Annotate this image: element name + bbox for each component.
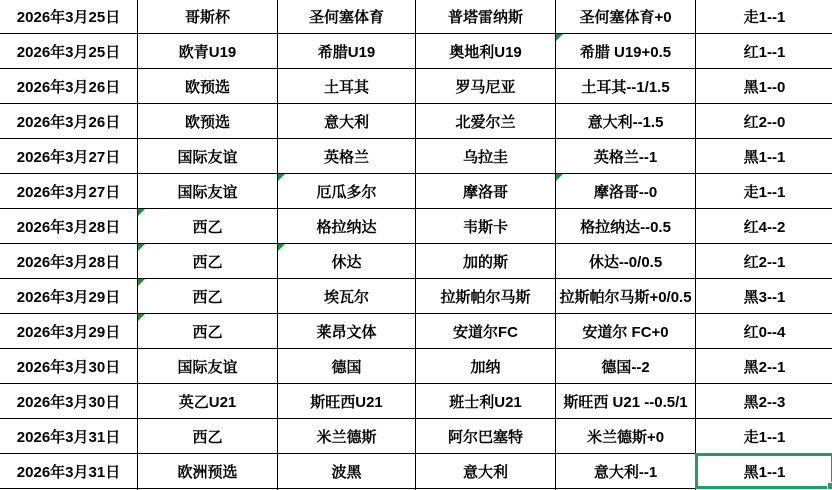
cell-away[interactable]: 罗马尼亚	[416, 69, 556, 104]
cell-handicap[interactable]: 希腊 U19+0.5	[556, 34, 696, 69]
cell-handicap[interactable]: 格拉纳达--0.5	[556, 209, 696, 244]
cell-result[interactable]: 走1--1	[696, 419, 832, 454]
cell-home[interactable]: 土耳其	[278, 69, 416, 104]
cell-home[interactable]: 希腊U19	[278, 34, 416, 69]
cell-home[interactable]: 意大利	[278, 104, 416, 139]
cell-result[interactable]: 红0--4	[696, 314, 832, 349]
cell-date[interactable]: 2026年3月28日	[0, 209, 138, 244]
cell-result[interactable]: 黑2--3	[696, 384, 832, 419]
match-row	[0, 174, 832, 209]
cell-league[interactable]: 国际友谊	[138, 349, 278, 384]
cell-away[interactable]: 韦斯卡	[416, 209, 556, 244]
cell-away[interactable]: 摩洛哥	[416, 174, 556, 209]
match-row	[0, 69, 832, 104]
cell-date[interactable]: 2026年3月28日	[0, 244, 138, 279]
cell-result[interactable]: 黑1--1	[696, 139, 832, 174]
cell-date[interactable]: 2026年3月30日	[0, 349, 138, 384]
cell-home[interactable]: 厄瓜多尔	[278, 174, 416, 209]
cell-result[interactable]: 走1--1	[696, 0, 832, 34]
cell-league[interactable]: 西乙	[138, 419, 278, 454]
cell-league[interactable]: 国际友谊	[138, 174, 278, 209]
cell-home[interactable]: 格拉纳达	[278, 209, 416, 244]
cell-handicap[interactable]: 英格兰--1	[556, 139, 696, 174]
error-indicator-triangle-icon	[138, 314, 145, 321]
cell-handicap[interactable]: 意大利--1.5	[556, 104, 696, 139]
error-indicator-triangle-icon	[278, 244, 285, 251]
cell-date[interactable]: 2026年3月27日	[0, 139, 138, 174]
match-row	[0, 244, 832, 279]
cell-away[interactable]: 加的斯	[416, 244, 556, 279]
cell-result[interactable]: 红1--1	[696, 34, 832, 69]
cell-result[interactable]: 红4--2	[696, 209, 832, 244]
cell-date[interactable]: 2026年3月29日	[0, 314, 138, 349]
cell-away[interactable]: 奥地利U19	[416, 34, 556, 69]
cell-home[interactable]: 斯旺西U21	[278, 384, 416, 419]
cell-away[interactable]: 北爱尔兰	[416, 104, 556, 139]
match-row	[0, 104, 832, 139]
match-row	[0, 139, 832, 174]
cell-result[interactable]: 黑2--1	[696, 349, 832, 384]
cell-away[interactable]: 安道尔FC	[416, 314, 556, 349]
cell-league[interactable]: 欧预选	[138, 104, 278, 139]
selected-cell-border	[695, 453, 832, 489]
cell-away[interactable]: 班士利U21	[416, 384, 556, 419]
cell-handicap[interactable]: 土耳其--1/1.5	[556, 69, 696, 104]
cell-home[interactable]: 休达	[278, 244, 416, 279]
cell-date[interactable]: 2026年3月31日	[0, 454, 138, 489]
error-indicator-triangle-icon	[138, 209, 145, 216]
match-row	[0, 384, 832, 419]
cell-handicap[interactable]: 斯旺西 U21 --0.5/1	[556, 384, 696, 419]
cell-home[interactable]: 英格兰	[278, 139, 416, 174]
cell-league[interactable]: 西乙	[138, 279, 278, 314]
error-indicator-triangle-icon	[278, 174, 285, 181]
cell-date[interactable]: 2026年3月31日	[0, 419, 138, 454]
cell-date[interactable]: 2026年3月27日	[0, 174, 138, 209]
cell-league[interactable]: 欧青U19	[138, 34, 278, 69]
cell-result[interactable]: 红2--1	[696, 244, 832, 279]
match-row	[0, 419, 832, 454]
error-indicator-triangle-icon	[138, 244, 145, 251]
error-indicator-triangle-icon	[556, 34, 563, 41]
cell-league[interactable]: 欧预选	[138, 69, 278, 104]
cell-league[interactable]: 西乙	[138, 244, 278, 279]
match-row	[0, 279, 832, 314]
cell-date[interactable]: 2026年3月30日	[0, 384, 138, 419]
cell-handicap[interactable]: 休达--0/0.5	[556, 244, 696, 279]
cell-away[interactable]: 加纳	[416, 349, 556, 384]
cell-result[interactable]: 黑1--1	[696, 454, 832, 489]
cell-handicap[interactable]: 摩洛哥--0	[556, 174, 696, 209]
cell-league[interactable]: 西乙	[138, 314, 278, 349]
cell-result[interactable]: 红2--0	[696, 104, 832, 139]
cell-home[interactable]: 圣何塞体育	[278, 0, 416, 34]
cell-away[interactable]: 阿尔巴塞特	[416, 419, 556, 454]
cell-handicap[interactable]: 圣何塞体育+0	[556, 0, 696, 34]
cell-date[interactable]: 2026年3月25日	[0, 34, 138, 69]
cell-league[interactable]: 西乙	[138, 209, 278, 244]
cell-result[interactable]: 走1--1	[696, 174, 832, 209]
cell-league[interactable]: 国际友谊	[138, 139, 278, 174]
cell-date[interactable]: 2026年3月26日	[0, 69, 138, 104]
cell-away[interactable]: 拉斯帕尔马斯	[416, 279, 556, 314]
match-row	[0, 314, 832, 349]
cell-away[interactable]: 普塔雷纳斯	[416, 0, 556, 34]
cell-league[interactable]: 哥斯杯	[138, 0, 278, 34]
match-row	[0, 0, 832, 34]
cell-date[interactable]: 2026年3月29日	[0, 279, 138, 314]
cell-home[interactable]: 埃瓦尔	[278, 279, 416, 314]
error-indicator-triangle-icon	[138, 279, 145, 286]
cell-handicap[interactable]: 安道尔 FC+0	[556, 314, 696, 349]
cell-handicap[interactable]: 拉斯帕尔马斯+0/0.5	[556, 279, 696, 314]
cell-handicap[interactable]: 意大利--1	[556, 454, 696, 489]
match-row	[0, 34, 832, 69]
cell-date[interactable]: 2026年3月26日	[0, 104, 138, 139]
cell-away[interactable]: 乌拉圭	[416, 139, 556, 174]
cell-handicap[interactable]: 德国--2	[556, 349, 696, 384]
cell-home[interactable]: 米兰德斯	[278, 419, 416, 454]
cell-away[interactable]: 意大利	[416, 454, 556, 489]
cell-league[interactable]: 欧洲预选	[138, 454, 278, 489]
match-row	[0, 349, 832, 384]
cell-result[interactable]: 黑3--1	[696, 279, 832, 314]
error-indicator-triangle-icon	[556, 174, 563, 181]
cell-result[interactable]: 黑1--0	[696, 69, 832, 104]
match-row	[0, 209, 832, 244]
match-row	[0, 454, 832, 489]
cell-home[interactable]: 波黑	[278, 454, 416, 489]
cell-home[interactable]: 德国	[278, 349, 416, 384]
cell-home[interactable]: 莱昂文体	[278, 314, 416, 349]
cell-handicap[interactable]: 米兰德斯+0	[556, 419, 696, 454]
cell-league[interactable]: 英乙U21	[138, 384, 278, 419]
cell-date[interactable]: 2026年3月25日	[0, 0, 138, 34]
